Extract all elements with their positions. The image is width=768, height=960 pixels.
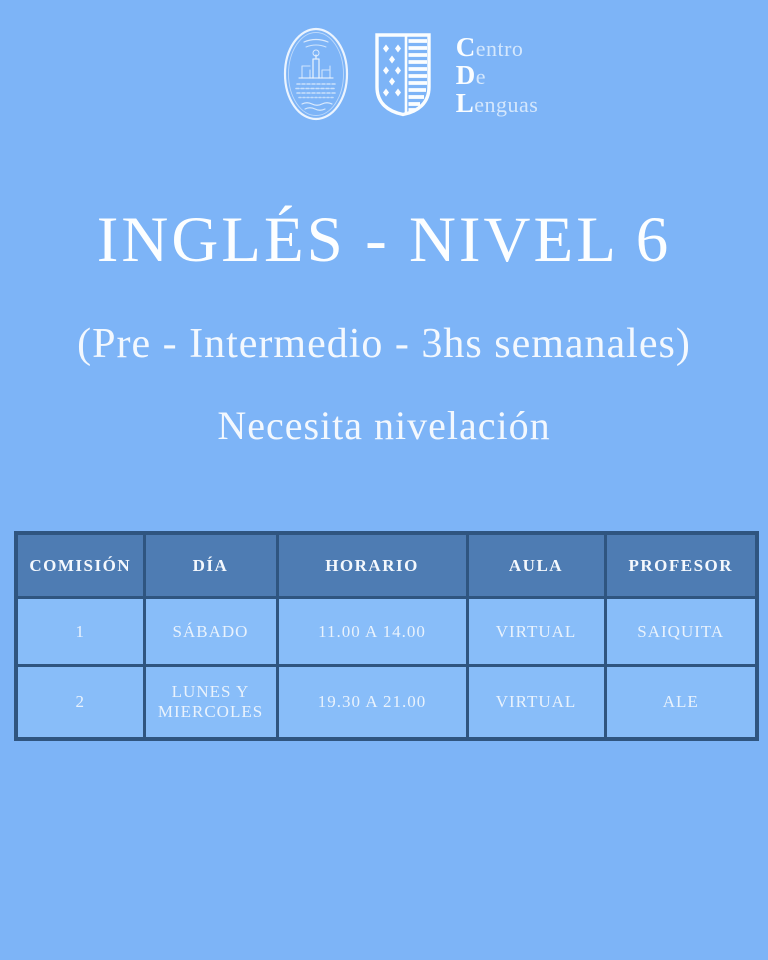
cell-dia: LUNES Y MIERCOLES — [144, 666, 277, 740]
brand-rest: enguas — [474, 92, 539, 117]
column-header-comision: COMISIÓN — [16, 533, 144, 598]
university-seal-icon — [282, 26, 350, 122]
table-header-row — [16, 533, 757, 598]
cell-comision: 2 — [16, 666, 144, 740]
brand-line-de — [456, 62, 539, 90]
brand-initial: C — [455, 32, 476, 62]
brand-initial: D — [455, 60, 476, 90]
cell-profesor: ALE — [605, 666, 757, 740]
cell-horario: 11.00 A 14.00 — [277, 598, 467, 666]
table-row — [16, 666, 757, 740]
course-subtitle: (Pre - Intermedio - 3hs semanales) — [77, 321, 691, 367]
brand-rest: e — [475, 64, 486, 89]
column-header-profesor: PROFESOR — [605, 533, 757, 598]
table-row — [16, 598, 757, 666]
brand-initial: L — [455, 88, 475, 118]
column-header-aula: AULA — [467, 533, 605, 598]
logo-bar — [26, 26, 768, 122]
cdl-shield-icon — [374, 32, 432, 118]
cell-comision: 1 — [16, 598, 144, 666]
cell-aula: VIRTUAL — [467, 598, 605, 666]
brand-wordmark — [456, 34, 539, 118]
schedule-table — [14, 531, 759, 741]
cell-aula: VIRTUAL — [467, 666, 605, 740]
column-header-dia: DÍA — [144, 533, 277, 598]
brand-line-centro — [456, 34, 539, 62]
course-title: INGLÉS - NIVEL 6 — [96, 204, 672, 276]
cell-horario: 19.30 A 21.00 — [277, 666, 467, 740]
brand-line-lenguas — [456, 90, 539, 118]
cell-profesor: SAIQUITA — [605, 598, 757, 666]
cell-dia: SÁBADO — [144, 598, 277, 666]
column-header-horario: HORARIO — [277, 533, 467, 598]
brand-rest: entro — [475, 36, 524, 61]
leveling-note: Necesita nivelación — [217, 403, 551, 448]
